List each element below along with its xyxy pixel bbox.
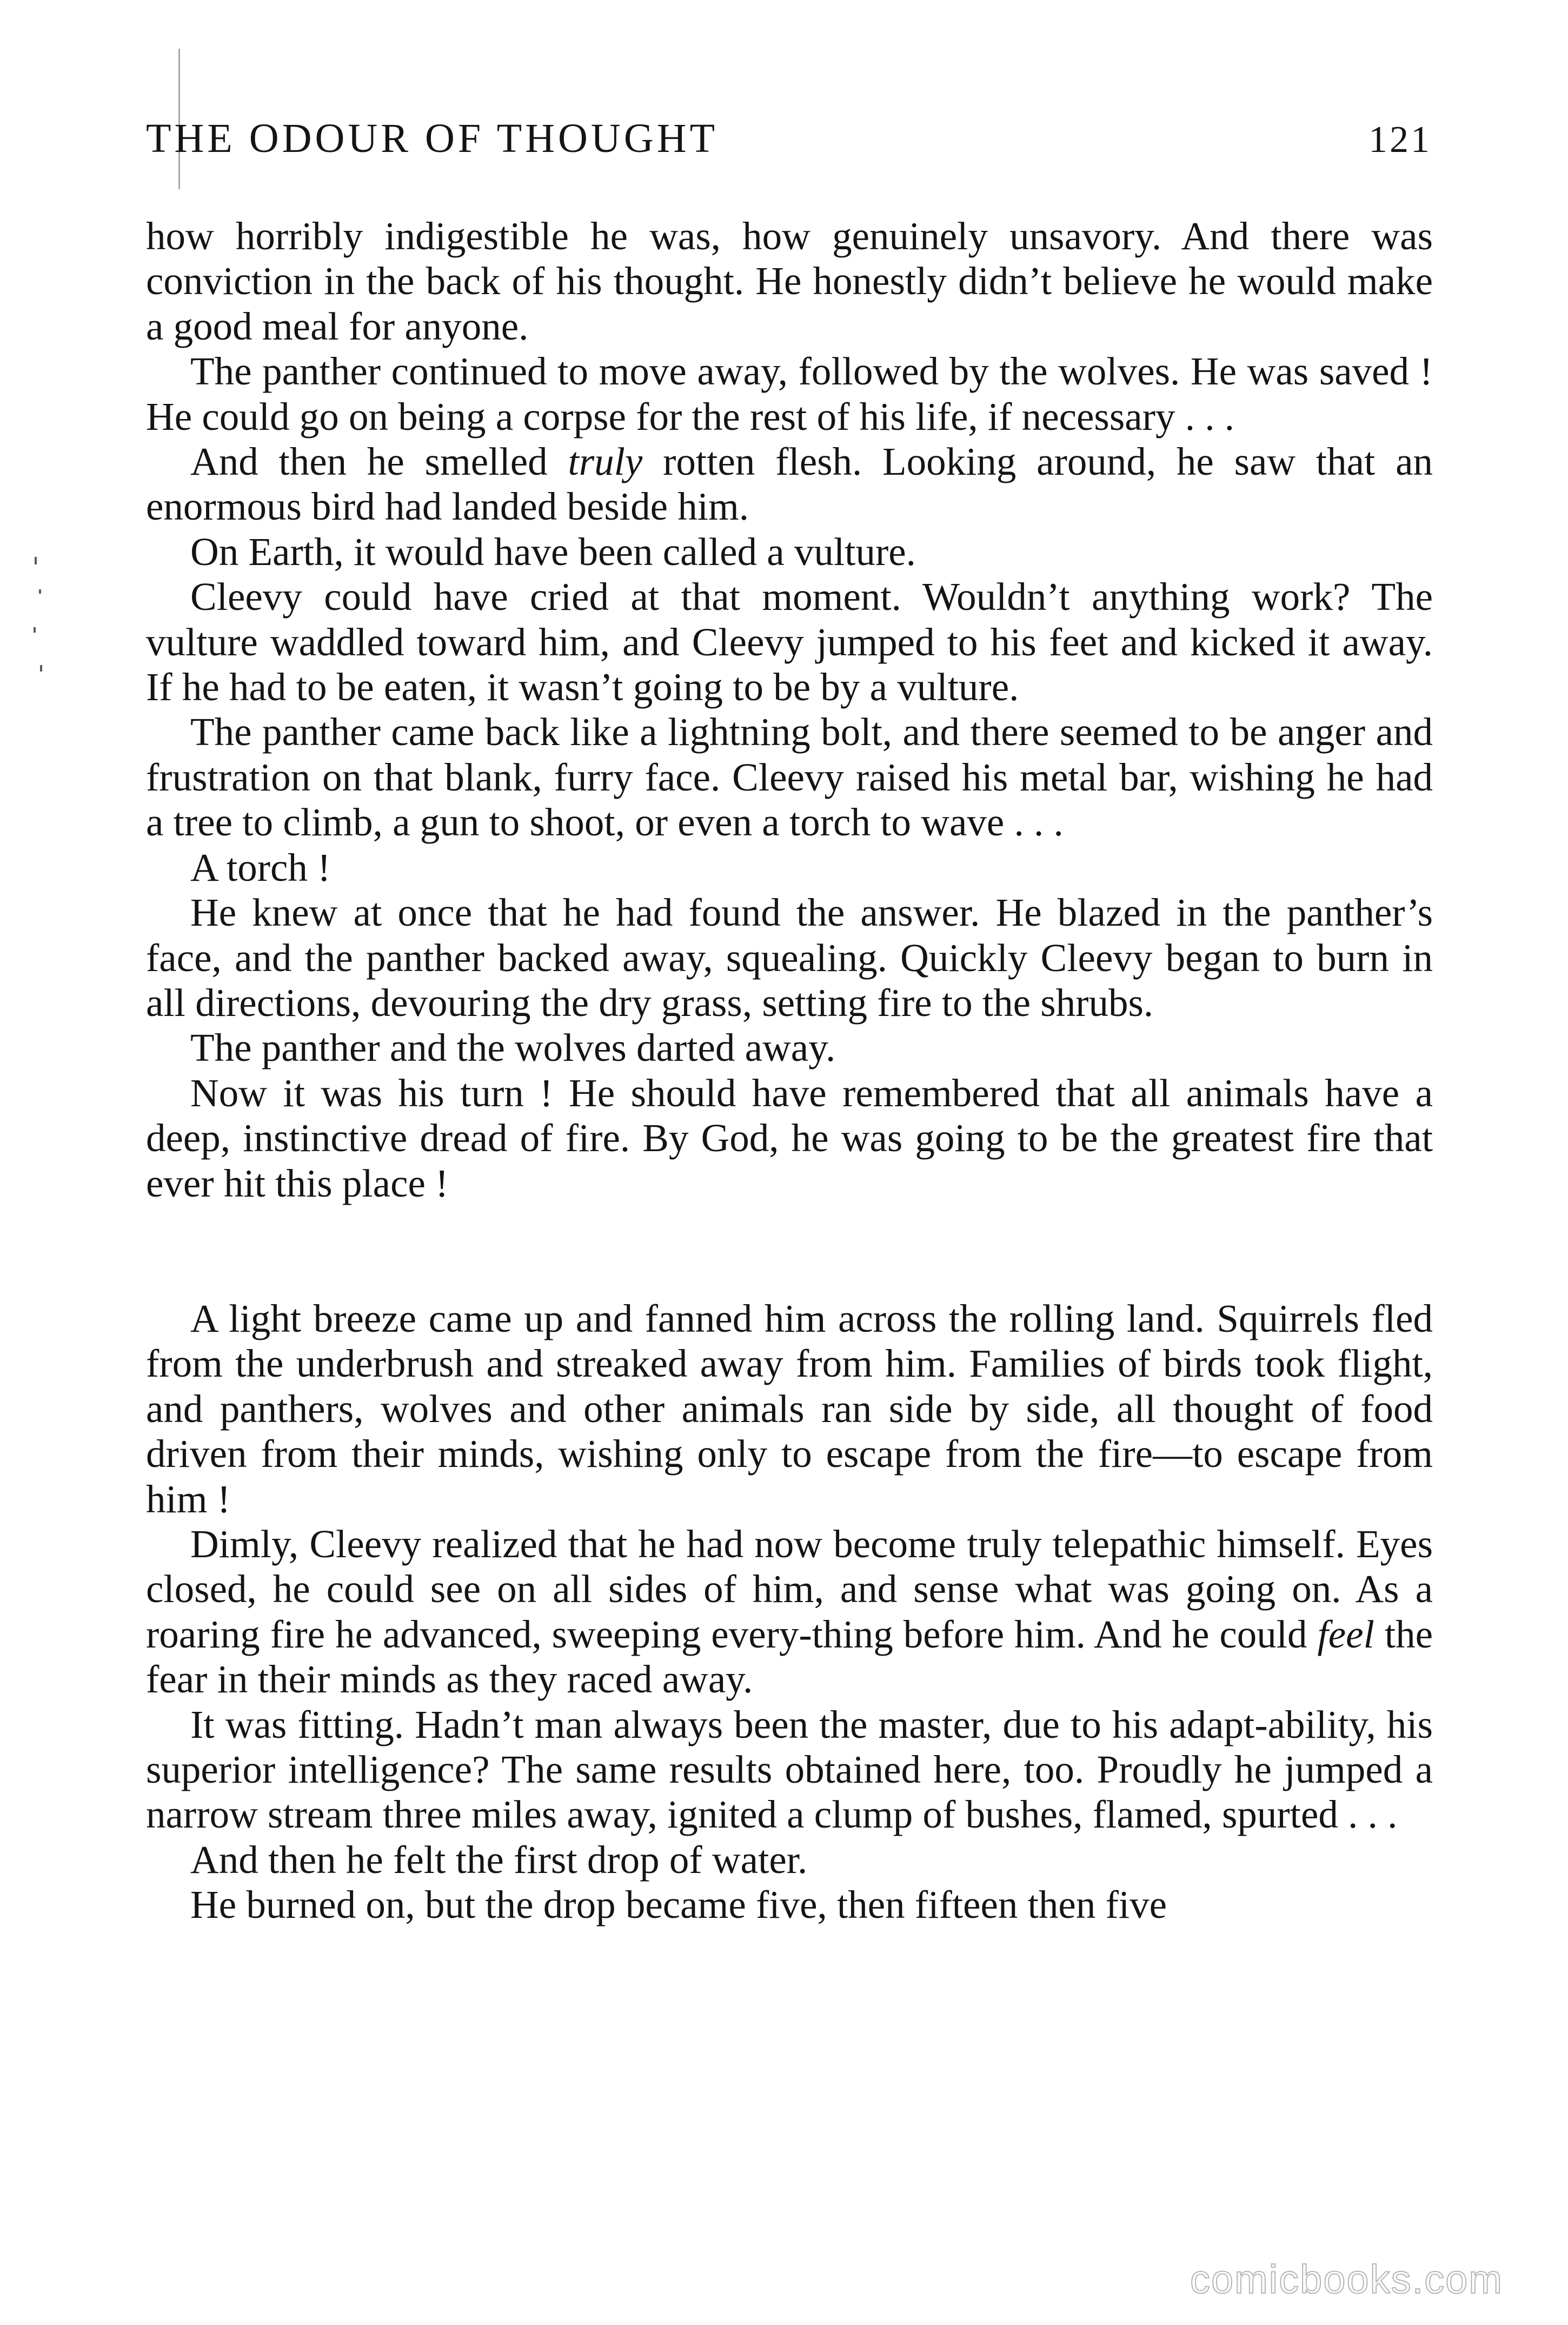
paragraph: A light breeze came up and fanned him across the rolling land. Squirrels fled from the underbrush and streaked away from him. Families of birds took flight, and panthers, wolves and other animals ran side by side, all thought of food driven from their minds, wishing only to escape from the fire—to escape from him ! [146, 1296, 1433, 1521]
paragraph-text: the fear in their minds as they raced away. [146, 1612, 1433, 1702]
paragraph: He burned on, but the drop became five, then fifteen then five [190, 1883, 1167, 1927]
emphasis: feel [1317, 1612, 1374, 1656]
paragraph-text: And then he smelled [190, 440, 568, 484]
paragraph: He knew at once that he had found the answer. He blazed in the panther’s face, and the panther backed away, squealing. Quickly Cleevy began to burn in all directions, devouring the dry grass, setting fire to the shrubs. [146, 891, 1433, 1025]
page-header [146, 118, 1432, 172]
paragraph [146, 1522, 1433, 1702]
paragraph: Cleevy could have cried at that moment. Wouldn’t anything work? The vulture waddled toward him, and Cleevy jumped to his feet and kicked it away. If he had to be eaten, it wasn’t going to be by a vulture. [146, 575, 1433, 709]
body-text [146, 214, 1433, 1928]
paragraph: how horribly indigestible he was, how genuinely unsavory. And there was conviction in the back of his thought. He honestly didn’t believe he would make a good meal for anyone. [146, 214, 1433, 348]
section-break [146, 1206, 1433, 1296]
paragraph [146, 439, 1433, 529]
paragraph: Now it was his turn ! He should have remembered that all animals have a deep, instinctive dread of fire. By God, he was going to be the greatest fire that ever hit this place ! [146, 1071, 1433, 1205]
page-number: 121 [1368, 119, 1432, 161]
running-title: THE ODOUR OF THOUGHT [146, 116, 719, 161]
paragraph: On Earth, it would have been called a vulture. [190, 529, 916, 574]
paragraph-text: Dimly, Cleevy realized that he had now become truly telepathic himself. Eyes closed, he could see on all sides of him, and sense what was going on. As a roaring fire he advanced, sweeping every-thing before him. And he could [146, 1522, 1433, 1656]
paragraph: It was fitting. Hadn’t man always been the master, due to his adapt-ability, his superior intelligence? The same results obtained here, too. Proudly he jumped a narrow stream three miles away, ignited a clump of bushes, flamed, spurted . . . [146, 1702, 1433, 1837]
watermark: comicbooks.com [1190, 2257, 1503, 2302]
emphasis: truly [568, 440, 643, 484]
paragraph: The panther continued to move away, followed by the wolves. He was saved ! He could go on being a corpse for the rest of his life, if necessary . . . [146, 349, 1433, 439]
paragraph: A torch ! [190, 845, 331, 889]
margin-specks [32, 557, 54, 719]
paragraph: The panther and the wolves darted away. [190, 1026, 836, 1070]
paragraph: And then he felt the first drop of water. [190, 1837, 808, 1882]
paragraph-text: rotten flesh. Looking around, he saw that an enormous bird had landed beside him. [146, 440, 1433, 529]
paragraph: The panther came back like a lightning bolt, and there seemed to be anger and frustration on that blank, furry face. Cleevy raised his metal bar, wishing he had a tree to climb, a gun to shoot, or even a torch to wave . . . [146, 710, 1433, 845]
